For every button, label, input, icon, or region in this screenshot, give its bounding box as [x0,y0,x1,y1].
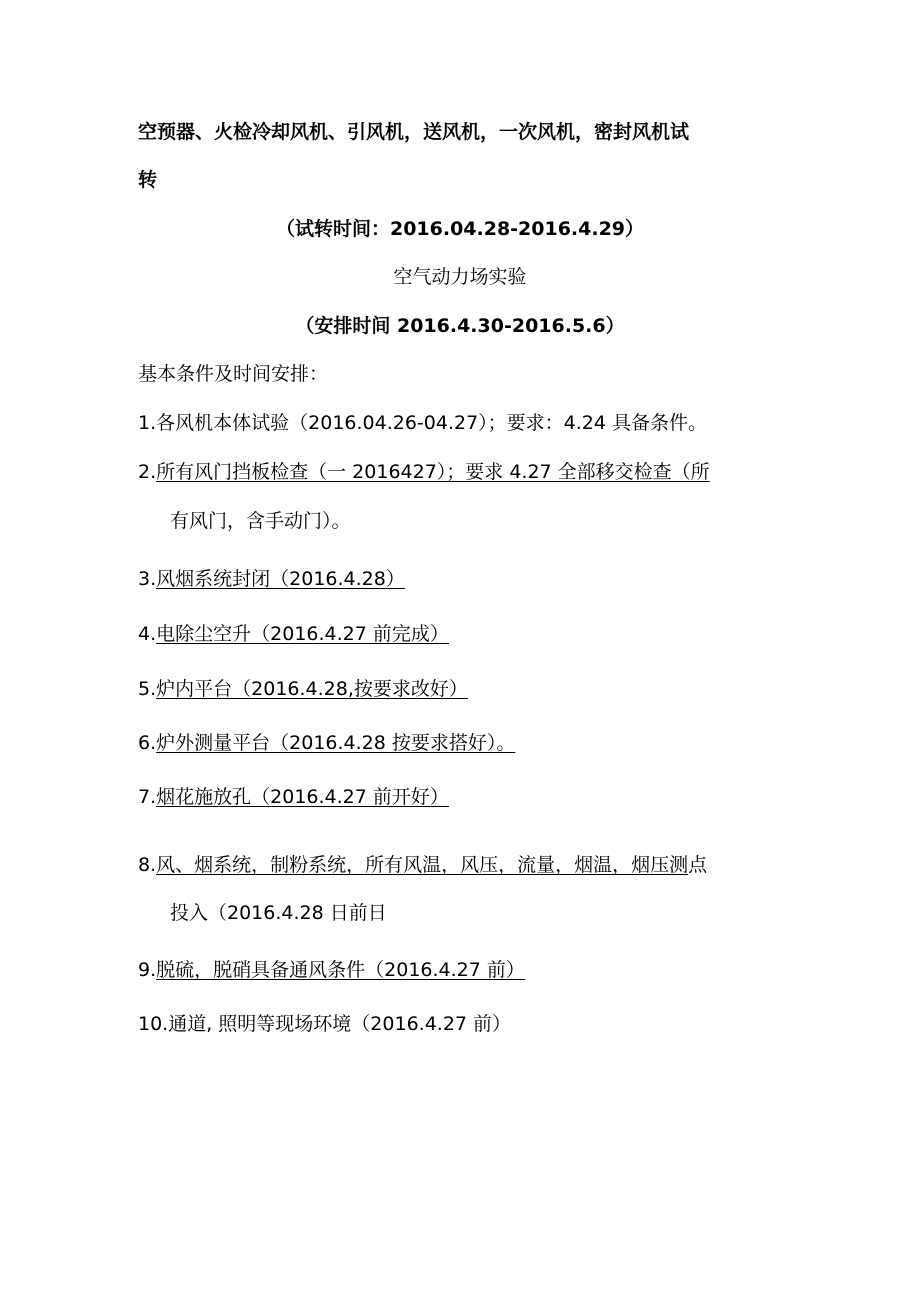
item-text: 电除尘空升（2016.4.27 前完成） [156,623,449,645]
item-number: 10. [138,1013,169,1035]
list-item [138,958,525,982]
item-number: 9. [138,959,157,981]
item-number: 4. [138,623,157,645]
list-item [138,1012,511,1036]
list-item [138,785,449,809]
item-number: 3. [138,568,157,590]
section-schedule: （安排时间 2016.4.30-2016.5.6） [295,315,625,337]
item-number: 8. [138,854,157,876]
list-item [138,622,449,646]
item-text: 风、烟系统，制粉系统，所有风温，风压，流量，烟温，烟压测 [156,854,689,876]
item-continuation: 投入（2016.4.28 日前日 [170,902,387,924]
item-text: 烟花施放孔（2016.4.27 前开好） [156,786,449,808]
list-item [138,731,515,755]
list-item [138,853,707,877]
list-item [138,411,707,435]
list-item [138,567,405,591]
conditions-label: 基本条件及时间安排： [138,363,329,385]
list-item [138,677,468,701]
trial-time: （试转时间：2016.04.28-2016.4.29） [275,218,645,240]
item-number: 1. [138,412,157,434]
document-title-line-2: 转 [138,169,158,191]
document-title-line-1: 空预器、火检冷却风机、引风机，送风机，一次风机，密封风机试 [138,121,690,143]
section-heading: 空气动力场实验 [393,266,527,288]
item-text: 所有风门挡板检查（一 2016427）；要求 4.27 全部移交检查（所 [156,461,710,483]
item-number: 2. [138,461,157,483]
item-continuation: 有风门，含手动门）。 [170,510,351,532]
item-text-tail: 点 [688,854,708,876]
list-item [138,460,710,484]
item-text: 炉内平台（2016.4.28,按要求改好） [156,678,468,700]
item-text: 炉外测量平台（2016.4.28 按要求搭好）。 [156,732,516,754]
item-number: 5. [138,678,157,700]
item-text: 风烟系统封闭（2016.4.28） [156,568,405,590]
item-text: 通道, 照明等现场环境（2016.4.27 前） [168,1013,512,1035]
item-number: 6. [138,732,157,754]
item-text: 脱硫，脱硝具备通风条件（2016.4.27 前） [156,959,525,981]
item-number: 7. [138,786,157,808]
item-text: 各风机本体试验（2016.04.26-04.27）；要求：4.24 具备条件。 [156,412,708,434]
